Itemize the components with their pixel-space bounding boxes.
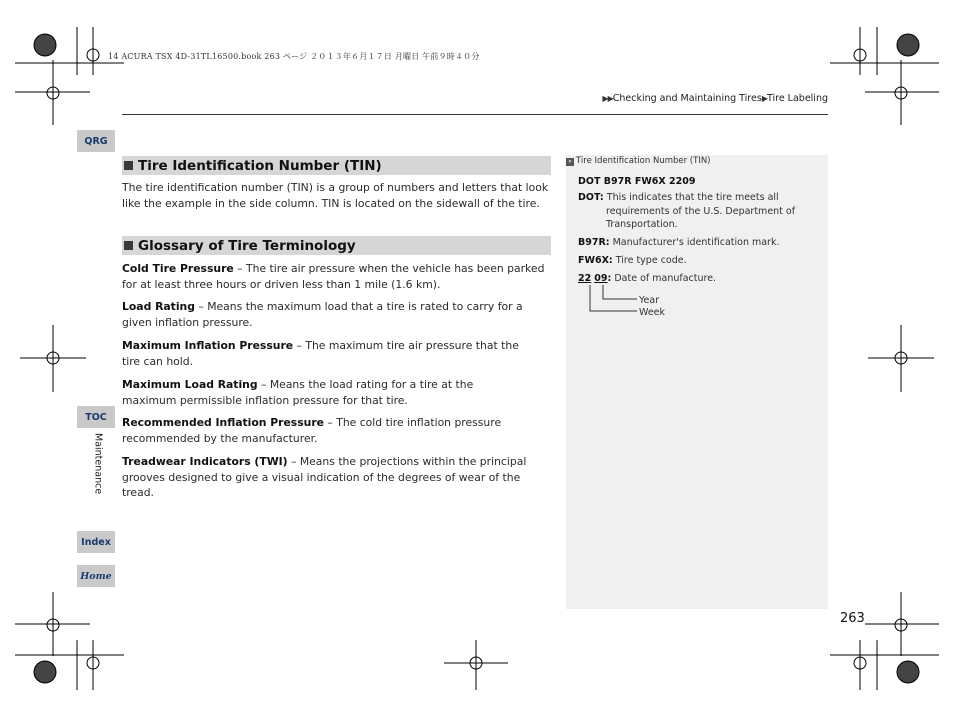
- dot-entry: DOT: This indicates that the tire meets all: [578, 192, 779, 203]
- section-heading-glossary: Glossary of Tire Terminology: [122, 236, 551, 255]
- glossary-item: Treadwear Indicators (TWI) – Means the projections within the principal grooves designed to give a visual indication of the degrees of wear of the tread.: [122, 455, 527, 499]
- header-rule: [122, 114, 828, 115]
- print-header: 14 ACURA TSX 4D-31TL16500.book 263 ページ ２０１３年６月１７日 月曜日 午前９時４０分: [108, 52, 480, 61]
- b97r-entry: B97R: Manufacturer's identification mark.: [578, 237, 780, 248]
- dot-entry-line2: requirements of the U.S. Department of: [606, 206, 796, 217]
- breadcrumb-page[interactable]: Tire Labeling: [766, 93, 828, 104]
- year-label: Year: [639, 295, 660, 306]
- page-number: 263: [840, 611, 865, 626]
- date-diagram-lines: [585, 283, 645, 319]
- fw6x-entry: FW6X: Tire type code.: [578, 255, 687, 266]
- tin-code: DOT B97R FW6X 2209: [578, 176, 696, 187]
- qrg-button[interactable]: QRG: [77, 130, 115, 152]
- glossary-item: Cold Tire Pressure – The tire air pressure when the vehicle has been parked for at least three hours or driven less than 1 mile (1.6 km).: [122, 262, 545, 291]
- side-note-title: » Tire Identification Number (TIN): [566, 156, 711, 166]
- home-icon: Home: [80, 570, 112, 582]
- tin-paragraph: The tire identification number (TIN) is a group of numbers and letters that look like the example in the side column. TIN is located on the sidewall of the tire.: [122, 181, 549, 210]
- glossary-item: Load Rating – Means the maximum load that a tire is rated to carry for a given inflation pressure.: [122, 300, 523, 329]
- section-heading-tin: Tire Identification Number (TIN): [122, 156, 551, 175]
- date-entry: 22 09: Date of manufacture.: [578, 273, 717, 284]
- breadcrumb: [602, 93, 828, 104]
- home-button[interactable]: [77, 565, 115, 587]
- dot-entry-line3: Transportation.: [606, 219, 678, 230]
- week-label: Week: [639, 307, 666, 318]
- chapter-label: Maintenance: [92, 433, 104, 495]
- index-button[interactable]: Index: [77, 531, 115, 553]
- glossary-item: Maximum Inflation Pressure – The maximum tire air pressure that the tire can hold.: [122, 339, 519, 368]
- glossary-item: Recommended Inflation Pressure – The cold tire inflation pressure recommended by the manufacturer.: [122, 416, 502, 445]
- toc-button[interactable]: TOC: [77, 406, 115, 428]
- heading-square-icon: [124, 241, 133, 250]
- heading-square-icon: [124, 161, 133, 170]
- glossary-item: Maximum Load Rating – Means the load rating for a tire at the maximum permissible inflation pressure for that tire.: [122, 378, 474, 407]
- note-marker-icon: »: [566, 158, 574, 166]
- breadcrumb-section[interactable]: Checking and Maintaining Tires: [612, 93, 762, 104]
- breadcrumb-arrows: ▶▶: [602, 94, 613, 103]
- breadcrumb-separator: ▶: [761, 94, 767, 103]
